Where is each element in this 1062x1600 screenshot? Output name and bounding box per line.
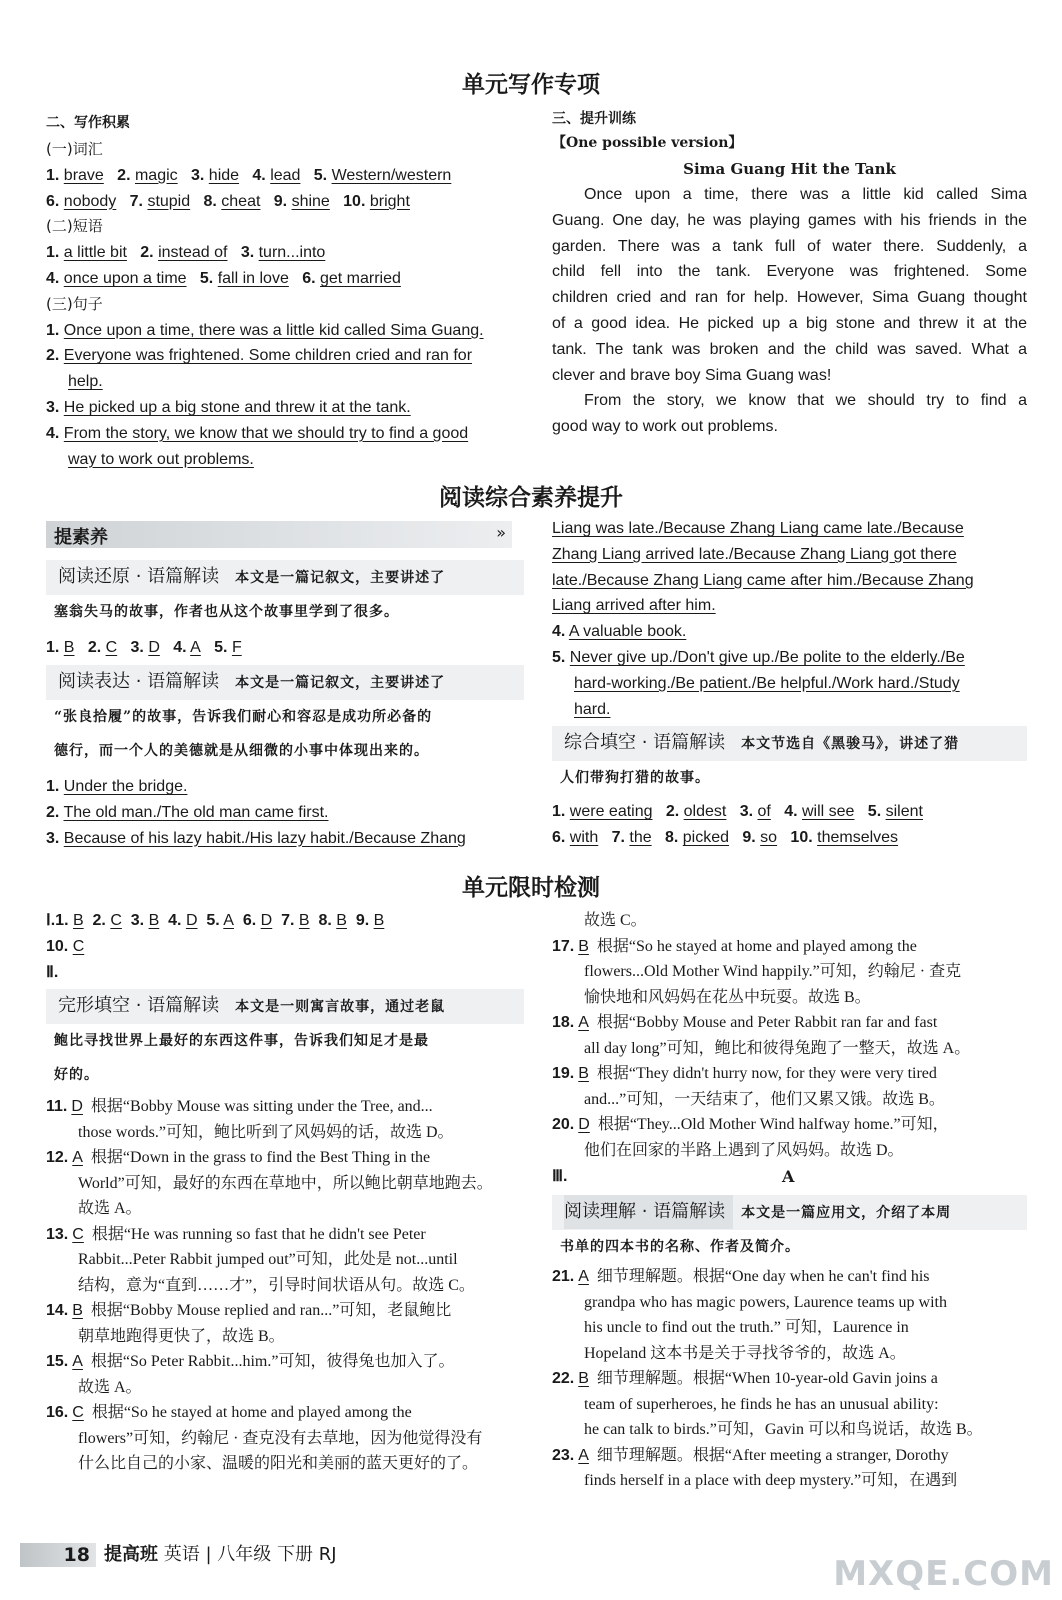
sub-phrases: (二)短语 [46, 217, 103, 236]
question-number: 21. [552, 1268, 575, 1285]
question-number: 18. [552, 1014, 575, 1031]
explanation-line: 11. D 根据“Bobby Mouse was sitting under the Tree, and... [46, 1098, 433, 1116]
page-number: 18 [20, 1543, 96, 1567]
answer-letter: B [373, 912, 385, 929]
question-number: 12. [46, 1149, 69, 1167]
box-cloze-line2: 人们带狗打猎的故事。 [560, 770, 710, 787]
box-cloze: 综合填空 · 语篇解读 本文节选自《黑骏马》，讲述了猎 [552, 726, 1027, 761]
test-right [552, 908, 1027, 1494]
essay-line: Guang. One day, he was playing games with his friends in the [552, 211, 1027, 229]
answer-q3: 3. Because of his lazy habit./His lazy habit./Because Zhang [46, 829, 466, 847]
test-cont: 故选 C。 [584, 912, 647, 929]
question-number: 9. [355, 912, 370, 929]
section-title-reading: 阅读综合素养提升 [439, 484, 623, 511]
explanation-line: 14. B 根据“Bobby Mouse replied and ran...”可知，老鼠鲍比 [46, 1302, 452, 1320]
explanation-line: 愉快地和风妈妈在花丛中玩耍。故选 B。 [584, 988, 871, 1006]
question-number: 8. [318, 912, 332, 929]
version-label: 【One possible version】 [552, 135, 743, 151]
footer-text: 提高班 英语 | 八年级 下册 RJ [104, 1544, 337, 1565]
explanation-line: 21. A 细节理解题。根据“One day when he can't find his [552, 1268, 930, 1285]
box-reading-test: 阅读理解 · 语篇解读 本文是一篇应用文，介绍了本周 [552, 1195, 1027, 1230]
reading-left [46, 560, 524, 851]
answer-q2: 2. The old man./The old man came first. [46, 803, 329, 821]
explanation-line: grandpa who has magic powers, Laurence teams up with [584, 1293, 947, 1311]
section-iii: Ⅲ. A [552, 1163, 1027, 1191]
essay-line: child fell into the tank. Everyone was frightened. Some [552, 263, 1027, 281]
explanation-line: 22. B 细节理解题。根据“When 10-year-old Gavin joins a [552, 1370, 938, 1387]
essay-line: good way to work out problems. [552, 418, 778, 436]
explanation-line: 20. D 根据“They...Old Mother Wind halfway home.”可知， [552, 1116, 949, 1133]
essay-line: clever and brave boy Sima Guang was! [552, 366, 832, 384]
explanation-line: 故选 A。 [78, 1200, 142, 1218]
explanation-line: 15. A 根据“So Peter Rabbit...him.”可知，彼得兔也加入了。 [46, 1353, 455, 1371]
sub-sentences: (三)句子 [46, 294, 103, 313]
sentence-1: 1. Once upon a time, there was a little kid called Sima Guang. [46, 321, 484, 339]
test-left [46, 908, 524, 1477]
heading-improvement: 三、提升训练 [552, 111, 636, 127]
answer-q5-line2: hard-working./Be patient./Be helpful./Work hard./Study [574, 674, 960, 692]
double-chevron-icon: » [496, 523, 506, 542]
explanation-line: Rabbit...Peter Rabbit jumped out”可知，此处是 not...until [78, 1251, 458, 1269]
answer-line: late./Because Zhang Liang came after him./Because Zhang [552, 571, 974, 589]
essay-line: of a good idea. He picked up a big stone and threw it at the [552, 314, 1027, 332]
explanation-line: 朝草地跑得更快了，故选 B。 [78, 1327, 285, 1345]
section-title-writing: 单元写作专项 [462, 71, 600, 98]
section-title-test: 单元限时检测 [462, 874, 600, 901]
explanation-line: team of superheroes, he finds he has an unusual ability: [584, 1395, 939, 1413]
explanation-line: 结构，意为“直到……才”，引导时间状语从句。故选 C。 [78, 1276, 475, 1294]
essay-paragraph-1 [552, 182, 1027, 388]
answer-letter: B [298, 912, 310, 929]
question-number: 4. [168, 912, 182, 929]
essay-line: children cried and ran for help. However, Sima Guang thought [552, 289, 1027, 307]
question-number: 5. [206, 912, 220, 929]
writing-accumulation [46, 112, 524, 472]
answer-q5-line3: hard. [574, 700, 611, 718]
question-number: 23. [552, 1446, 575, 1464]
answer-letter: A [578, 1446, 589, 1464]
answer-letter: A [223, 912, 234, 929]
answer-letter: B [336, 912, 347, 929]
essay-line: Once upon a time, there was a little kid called Sima [584, 186, 1027, 203]
explanation-line: all day long”可知，鲍比和彼得兔跑了一整天，故选 A。 [584, 1039, 971, 1057]
section-ii: Ⅱ. [46, 963, 59, 981]
box-restore-line2: 塞翁失马的故事，作者也从这个故事里学到了很多。 [54, 604, 399, 620]
explanation-line: he can talk to birds.”可知，Gavin 可以和鸟说话，故选 B。 [584, 1421, 983, 1438]
heading-writing-accumulation: 二、写作积累 [46, 115, 130, 131]
explanation-line: 什么比自己的小家、温暖的阳光和美丽的蓝天更好的了。 [78, 1455, 479, 1473]
footer-grade: 八年级 下册 RJ [217, 1544, 337, 1565]
answer-letter: D [185, 912, 198, 929]
question-number: 3. [130, 912, 145, 929]
banner-literacy [46, 521, 512, 548]
answer-letter: C [72, 1404, 84, 1422]
answer-letter: A [72, 1353, 83, 1371]
explanation-line: finds herself in a place with deep mystery.”可知，在遇到 [584, 1472, 958, 1489]
essay-line: From the story, we know that we should try to find a [584, 392, 1027, 410]
footer-brand: 提高班 [104, 1544, 158, 1565]
answer-letter: A [72, 1149, 83, 1167]
answer-line: Zhang Liang arrived late./Because Zhang Liang got there [552, 545, 957, 563]
sentence-2-cont: help. [68, 373, 103, 391]
explanation-line: Hopeland 这本书是关于寻找爷爷的，故选 A。 [584, 1344, 906, 1362]
box-reading-test-line2: 书单的四本书的名称、作者及简介。 [560, 1239, 800, 1255]
answer-q4: 4. A valuable book. [552, 623, 687, 641]
essay-paragraph-2 [552, 388, 1027, 440]
question-number: 2. [92, 912, 106, 929]
page-footer [20, 1539, 500, 1571]
test-left-items [46, 1094, 524, 1477]
phrase-row-1: 1. a little bit 2. instead of 3. turn...into [46, 244, 326, 262]
explanation-line: 17. B 根据“So he stayed at home and played among the [552, 937, 917, 955]
answer-letter: B [72, 1302, 83, 1320]
essay-line: tank. The tank was broken and the child was saved. What a [552, 340, 1027, 358]
question-number: 22. [552, 1370, 575, 1387]
answer-letter: C [72, 1225, 84, 1243]
essay-line: garden. There was a tank full of water there. Suddenly, a [552, 237, 1027, 255]
answer-letter: B [72, 912, 84, 929]
watermark: MXQE.COM [833, 1554, 1054, 1594]
sub-vocab: (一)词汇 [46, 140, 103, 158]
fill-row-1: 1. were eating 2. oldest 3. of 4. will see 5. silent [552, 803, 923, 821]
box-restore: 阅读还原 · 语篇解读 本文是一篇记叙文，主要讲述了 [46, 560, 524, 595]
question-number: 17. [552, 937, 575, 955]
box-expression-line2: “张良拾履”的故事，告诉我们耐心和容忍是成功所必备的 [54, 709, 433, 725]
box-cloze-test-line3: 好的。 [54, 1067, 99, 1084]
reading-right [552, 516, 1027, 851]
sentence-3: 3. He picked up a big stone and threw it at the tank. [46, 398, 411, 416]
answer-letter: D [578, 1116, 590, 1133]
question-number: 11. [46, 1098, 68, 1116]
explanation-line: flowers”可知，约翰尼 · 查克没有去草地，因为他觉得没有 [78, 1429, 483, 1447]
question-number: Ⅰ.1. [46, 912, 69, 929]
test-right-items-2 [552, 1264, 1027, 1494]
answer-q5: 5. Never give up./Don't give up./Be polite to the elderly./Be [552, 648, 965, 666]
answer-line: Liang was late./Because Zhang Liang came late./Because [552, 520, 964, 537]
writing-improvement [552, 108, 1027, 440]
explanation-line: those words.”可知，鲍比听到了风妈妈的话，故选 D。 [78, 1123, 454, 1141]
answer-letter: D [71, 1098, 83, 1116]
box-cloze-test-line2: 鲍比寻找世界上最好的东西这件事，告诉我们知足才是最 [54, 1033, 429, 1050]
sentence-2: 2. Everyone was frightened. Some children cried and ran for [46, 347, 473, 365]
answer-letter: A [578, 1268, 589, 1285]
explanation-line: 13. C 根据“He was running so fast that he didn't see Peter [46, 1225, 426, 1243]
vocab-row-1: 1. brave 2. magic 3. hide 4. lead 5. Western/western [46, 166, 452, 184]
answer-letter: B [148, 912, 160, 929]
answer-letter: B [578, 937, 589, 955]
test-row-1 [46, 908, 524, 934]
box-expression-line3: 德行，而一个人的美德就是从细微的小事中体现出来的。 [54, 743, 429, 759]
answer-q3-cont [552, 516, 1027, 619]
question-number: 15. [46, 1353, 69, 1371]
answers-restore: 1. B 2. C 3. D 4. A 5. F [46, 639, 242, 656]
answer-q1: 1. Under the bridge. [46, 778, 188, 795]
fill-row-2: 6. with 7. the 8. picked 9. so 10. themselves [552, 829, 899, 847]
box-cloze-test: 完形填空 · 语篇解读 本文是一则寓言故事，通过老鼠 [46, 989, 524, 1024]
box-expression: 阅读表达 · 语篇解读 本文是一篇记叙文，主要讲述了 [46, 665, 524, 700]
question-number: 7. [281, 912, 295, 929]
banner-label: 提素养 [54, 527, 108, 548]
explanation-line: 18. A 根据“Bobby Mouse and Peter Rabbit ran far and fast [552, 1014, 938, 1031]
explanation-line: his uncle to find out the truth.” 可知，Laurence in [584, 1319, 909, 1336]
vocab-row-2: 6. nobody 7. stupid 8. cheat 9. shine 10. bright [46, 192, 410, 210]
question-number: 20. [552, 1116, 575, 1133]
explanation-line: 12. A 根据“Down in the grass to find the Best Thing in the [46, 1149, 431, 1167]
test-row-2: 10. C [46, 937, 85, 955]
explanation-line: flowers...Old Mother Wind happily.”可知，约翰尼 · 查克 [584, 963, 962, 980]
sentence-4-cont: way to work out problems. [68, 450, 254, 468]
explanation-line: and...”可知，一天结束了，他们又累又饿。故选 B。 [584, 1090, 945, 1108]
section-iii-letter: A [782, 1167, 795, 1186]
question-number: 13. [46, 1225, 69, 1243]
answer-letter: D [260, 912, 273, 929]
explanation-line: 19. B 根据“They didn't hurry now, for they were very tired [552, 1065, 937, 1082]
answer-line: Liang arrived after him. [552, 597, 716, 615]
essay-title: Sima Guang Hit the Tank [683, 160, 896, 178]
explanation-line: 23. A 细节理解题。根据“After meeting a stranger, Dorothy [552, 1446, 949, 1464]
answer-letter: C [110, 912, 122, 929]
explanation-line: World”可知，最好的东西在草地中，所以鲍比朝草地跑去。 [78, 1174, 493, 1192]
answer-letter: A [578, 1014, 589, 1031]
explanation-line: 故选 A。 [78, 1378, 142, 1396]
question-number: 6. [242, 912, 257, 929]
sentence-4: 4. From the story, we know that we should try to find a good [46, 424, 469, 442]
phrase-row-2: 4. once upon a time 5. fall in love 6. get married [46, 269, 401, 287]
footer-subject: 英语 [163, 1544, 200, 1565]
explanation-line: 他们在回家的半路上遇到了风妈妈。故选 D。 [584, 1141, 904, 1159]
question-number: 16. [46, 1404, 69, 1422]
answer-letter: B [578, 1065, 589, 1082]
explanation-line: 16. C 根据“So he stayed at home and played among the [46, 1404, 412, 1422]
question-number: 14. [46, 1302, 69, 1320]
test-right-items [552, 934, 1027, 1164]
answer-letter: B [578, 1370, 589, 1387]
question-number: 19. [552, 1065, 575, 1082]
